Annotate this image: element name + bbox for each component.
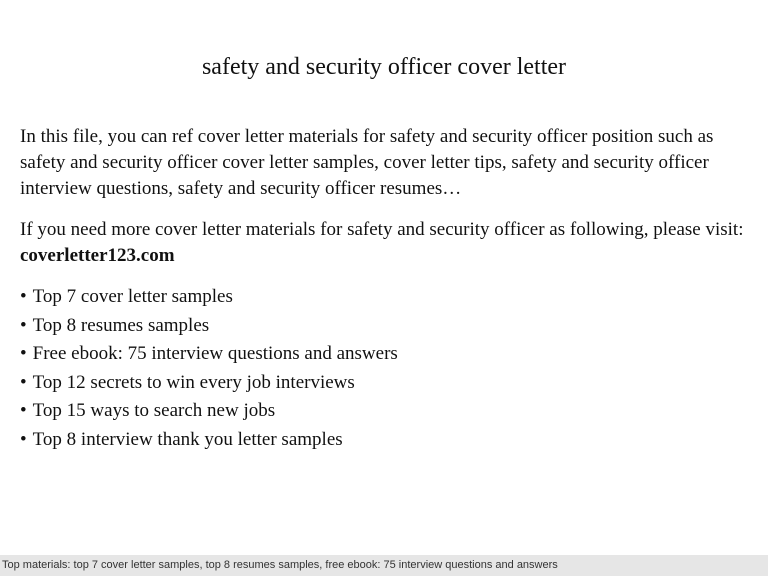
footer-bar: Top materials: top 7 cover letter samples, top 8 resumes samples, free ebook: 75 interview questions and answers	[0, 555, 768, 576]
intro-paragraph: In this file, you can ref cover letter materials for safety and security officer position such as safety and security officer cover letter samples, cover letter tips, safety and security officer interview questions, safety and security officer resumes…	[20, 126, 714, 199]
bullet-list	[20, 284, 750, 453]
page-title: safety and security officer cover letter	[201, 54, 567, 80]
list-item: • Top 8 interview thank you letter samples	[20, 427, 750, 454]
more-paragraph	[20, 217, 750, 269]
list-item: • Free ebook: 75 interview questions and answers	[20, 341, 750, 368]
list-item: • Top 7 cover letter samples	[20, 284, 750, 311]
more-text: If you need more cover letter materials for safety and security officer as following, please visit:	[20, 219, 744, 240]
list-item: • Top 8 resumes samples	[20, 313, 750, 340]
list-item: • Top 15 ways to search new jobs	[20, 398, 750, 425]
site-link[interactable]: coverletter123.com	[20, 245, 175, 266]
slide-body	[20, 124, 750, 455]
list-item: • Top 12 secrets to win every job interviews	[20, 370, 750, 397]
